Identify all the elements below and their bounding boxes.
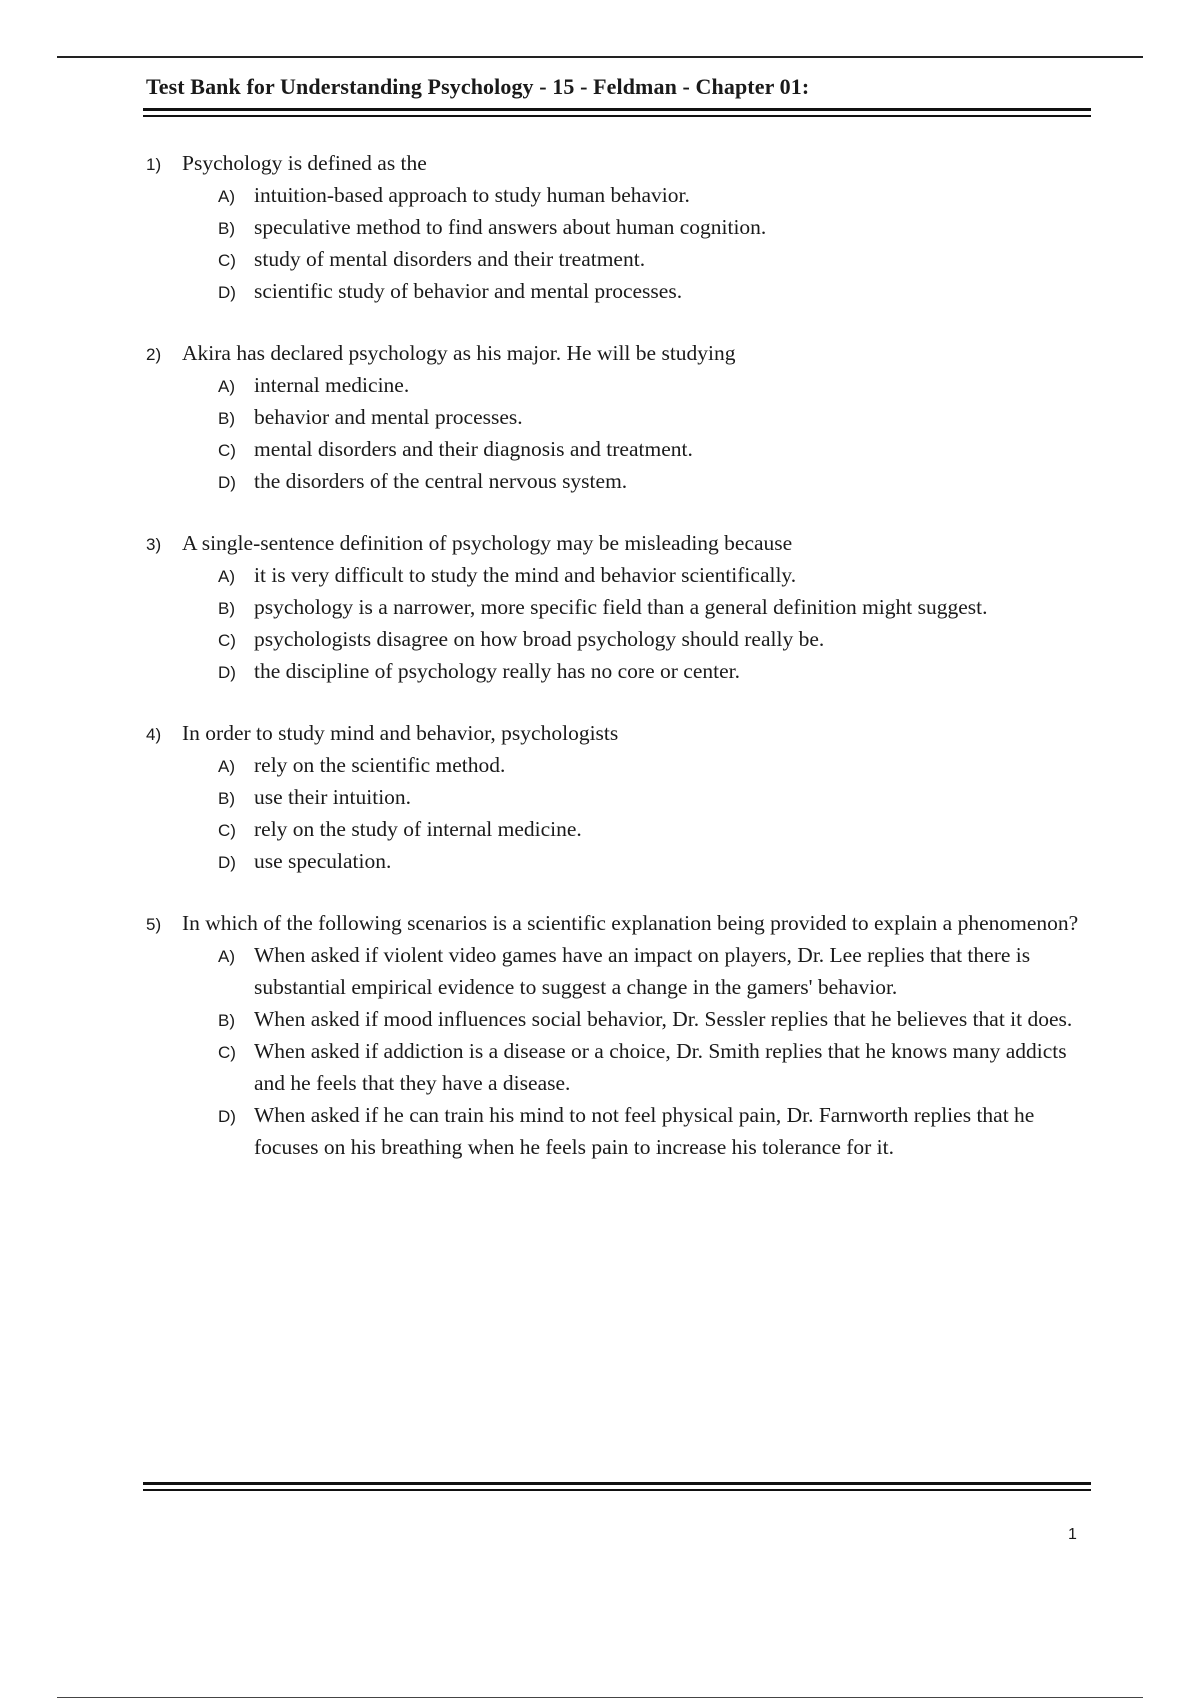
option-b (218, 211, 1096, 243)
option-list (218, 939, 1096, 1163)
option-letter: C) (218, 821, 236, 840)
option-letter: D) (218, 283, 236, 302)
option-letter: B) (218, 1011, 235, 1030)
option-text: study of mental disorders and their treatment. (254, 247, 646, 271)
option-c (218, 433, 1096, 465)
option-a (218, 559, 1096, 591)
option-b (218, 591, 1096, 623)
question-stem: A single-sentence definition of psychology may be misleading because (182, 531, 793, 555)
option-list (218, 179, 1096, 307)
option-d (218, 845, 1096, 877)
option-text: psychologists disagree on how broad psychology should really be. (254, 627, 825, 651)
option-a (218, 369, 1096, 401)
option-text: rely on the study of internal medicine. (254, 817, 582, 841)
option-list (218, 749, 1096, 877)
option-d (218, 655, 1096, 687)
option-text: intuition-based approach to study human behavior. (254, 183, 690, 207)
option-text: When asked if mood influences social behavior, Dr. Sessler replies that he believes that it does. (254, 1007, 1073, 1031)
option-text: use speculation. (254, 849, 392, 873)
option-list (218, 369, 1096, 497)
option-text: speculative method to find answers about human cognition. (254, 215, 767, 239)
option-text: When asked if violent video games have an impact on players, Dr. Lee replies that there is substantial empirical evidence to suggest a change in the gamers' behavior. (254, 943, 1031, 999)
option-text: it is very difficult to study the mind and behavior scientifically. (254, 563, 797, 587)
option-text: psychology is a narrower, more specific field than a general definition might suggest. (254, 595, 988, 619)
option-letter: B) (218, 409, 235, 428)
page-bottom-rule (57, 1697, 1143, 1698)
option-d (218, 465, 1096, 497)
option-text: When asked if he can train his mind to not feel physical pain, Dr. Farnworth replies that he focuses on his breathing when he feels pain to increase his tolerance for it. (254, 1103, 1035, 1159)
option-c (218, 243, 1096, 275)
question-stem: Akira has declared psychology as his major. He will be studying (182, 341, 736, 365)
question-2 (146, 337, 1096, 497)
option-b (218, 1003, 1096, 1035)
option-letter: A) (218, 187, 235, 206)
option-text: internal medicine. (254, 373, 410, 397)
question-number: 3) (146, 535, 162, 554)
question-5 (146, 907, 1096, 1163)
question-list (146, 147, 1096, 1193)
option-text: the disorders of the central nervous system. (254, 469, 628, 493)
option-a (218, 939, 1096, 1003)
option-d (218, 275, 1096, 307)
option-text: mental disorders and their diagnosis and treatment. (254, 437, 693, 461)
option-list (218, 559, 1096, 687)
option-text: the discipline of psychology really has no core or center. (254, 659, 740, 683)
option-letter: A) (218, 567, 235, 586)
question-4 (146, 717, 1096, 877)
option-c (218, 1035, 1096, 1099)
question-number: 5) (146, 915, 162, 934)
option-text: rely on the scientific method. (254, 753, 506, 777)
question-3 (146, 527, 1096, 687)
question-number: 4) (146, 725, 162, 744)
option-text: use their intuition. (254, 785, 412, 809)
question-stem: In order to study mind and behavior, psychologists (182, 721, 619, 745)
option-b (218, 401, 1096, 433)
question-1 (146, 147, 1096, 307)
option-letter: A) (218, 757, 235, 776)
question-stem: In which of the following scenarios is a scientific explanation being provided to explain a phenomenon? (182, 911, 1079, 935)
option-a (218, 749, 1096, 781)
option-letter: C) (218, 631, 236, 650)
option-d (218, 1099, 1096, 1163)
option-letter: D) (218, 1107, 236, 1126)
option-b (218, 781, 1096, 813)
option-text: When asked if addiction is a disease or a choice, Dr. Smith replies that he knows many addicts and he feels that they have a disease. (254, 1039, 1067, 1095)
header-double-rule (143, 108, 1091, 117)
option-c (218, 813, 1096, 845)
page-number: 1 (1068, 1526, 1077, 1543)
option-letter: A) (218, 947, 235, 966)
option-a (218, 179, 1096, 211)
option-letter: B) (218, 599, 235, 618)
question-stem: Psychology is defined as the (182, 151, 427, 175)
footer-double-rule (143, 1482, 1091, 1491)
option-c (218, 623, 1096, 655)
option-letter: B) (218, 219, 235, 238)
option-text: scientific study of behavior and mental processes. (254, 279, 683, 303)
page-top-rule (57, 56, 1143, 58)
option-letter: C) (218, 251, 236, 270)
option-text: behavior and mental processes. (254, 405, 523, 429)
option-letter: D) (218, 853, 236, 872)
option-letter: C) (218, 441, 236, 460)
option-letter: D) (218, 663, 236, 682)
option-letter: C) (218, 1043, 236, 1062)
option-letter: A) (218, 377, 235, 396)
option-letter: D) (218, 473, 236, 492)
question-number: 2) (146, 345, 162, 364)
question-number: 1) (146, 155, 162, 174)
option-letter: B) (218, 789, 235, 808)
document-title: Test Bank for Understanding Psychology - 15 - Feldman - Chapter 01: (146, 74, 810, 99)
